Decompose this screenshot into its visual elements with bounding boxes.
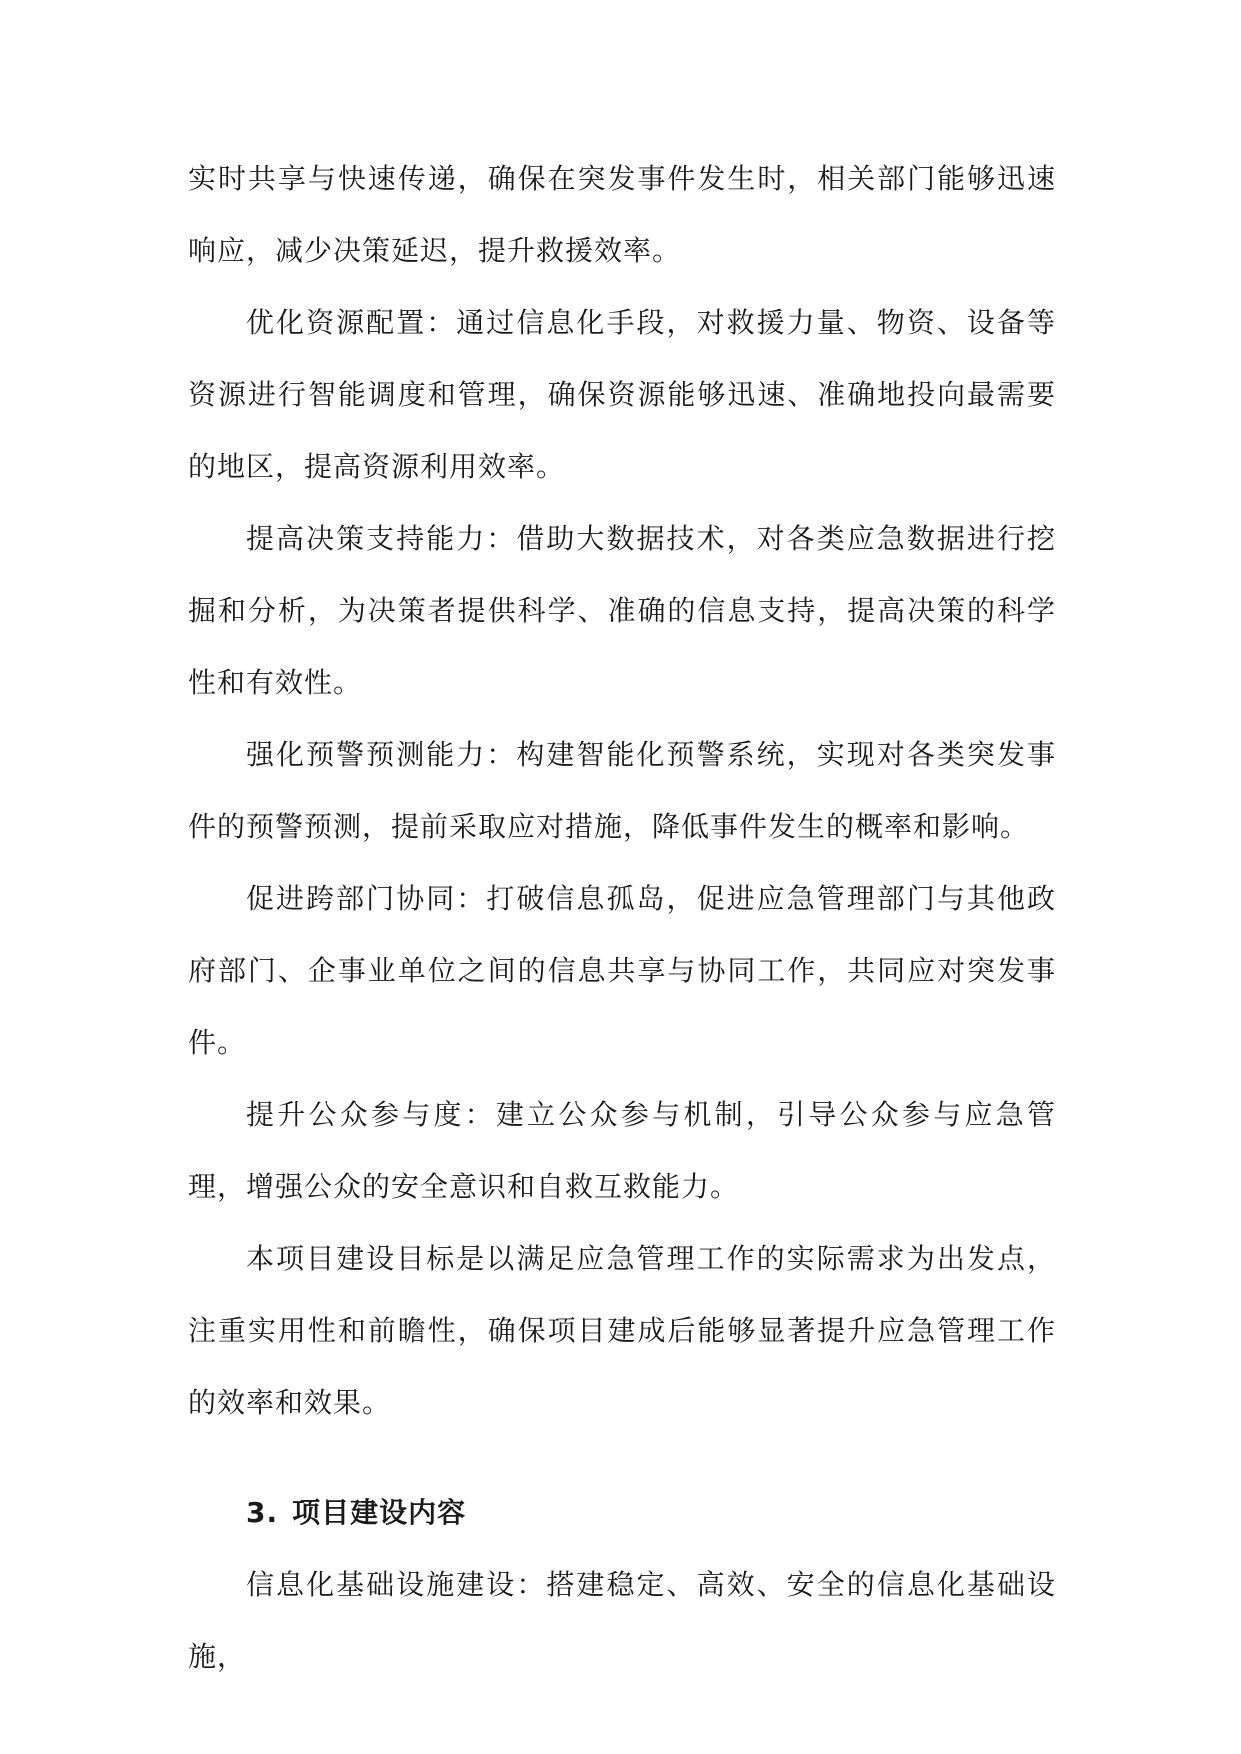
paragraph-continuation: 实时共享与快速传递，确保在突发事件发生时，相关部门能够迅速响应，减少决策延迟，提升救援效率。 (188, 162, 1056, 267)
section-heading (188, 1477, 1056, 1549)
paragraph-project-goal: 本项目建设目标是以满足应急管理工作的实际需求为出发点，注重实用性和前瞻性，确保项目建成后能够显著提升应急管理工作的效率和效果。 (188, 1242, 1056, 1419)
paragraph-infrastructure: 信息化基础设施建设：搭建稳定、高效、安全的信息化基础设施， (188, 1568, 1056, 1673)
paragraph-cross-department: 促进跨部门协同：打破信息孤岛，促进应急管理部门与其他政府部门、企事业单位之间的信息共享与协同工作，共同应对突发事件。 (188, 882, 1056, 1059)
section-title: 项目建设内容 (292, 1496, 467, 1529)
section-number: 3. (246, 1496, 279, 1529)
paragraph-public-participation: 提升公众参与度：建立公众参与机制，引导公众参与应急管理，增强公众的安全意识和自救互救能力。 (188, 1098, 1056, 1203)
paragraph-early-warning: 强化预警预测能力：构建智能化预警系统，实现对各类突发事件的预警预测，提前采取应对措施，降低事件发生的概率和影响。 (188, 738, 1056, 843)
document-body (188, 143, 1056, 1693)
paragraph-decision-support: 提高决策支持能力：借助大数据技术，对各类应急数据进行挖掘和分析，为决策者提供科学、准确的信息支持，提高决策的科学性和有效性。 (188, 522, 1056, 699)
paragraph-resource-allocation: 优化资源配置：通过信息化手段，对救援力量、物资、设备等资源进行智能调度和管理，确保资源能够迅速、准确地投向最需要的地区，提高资源利用效率。 (188, 306, 1056, 483)
